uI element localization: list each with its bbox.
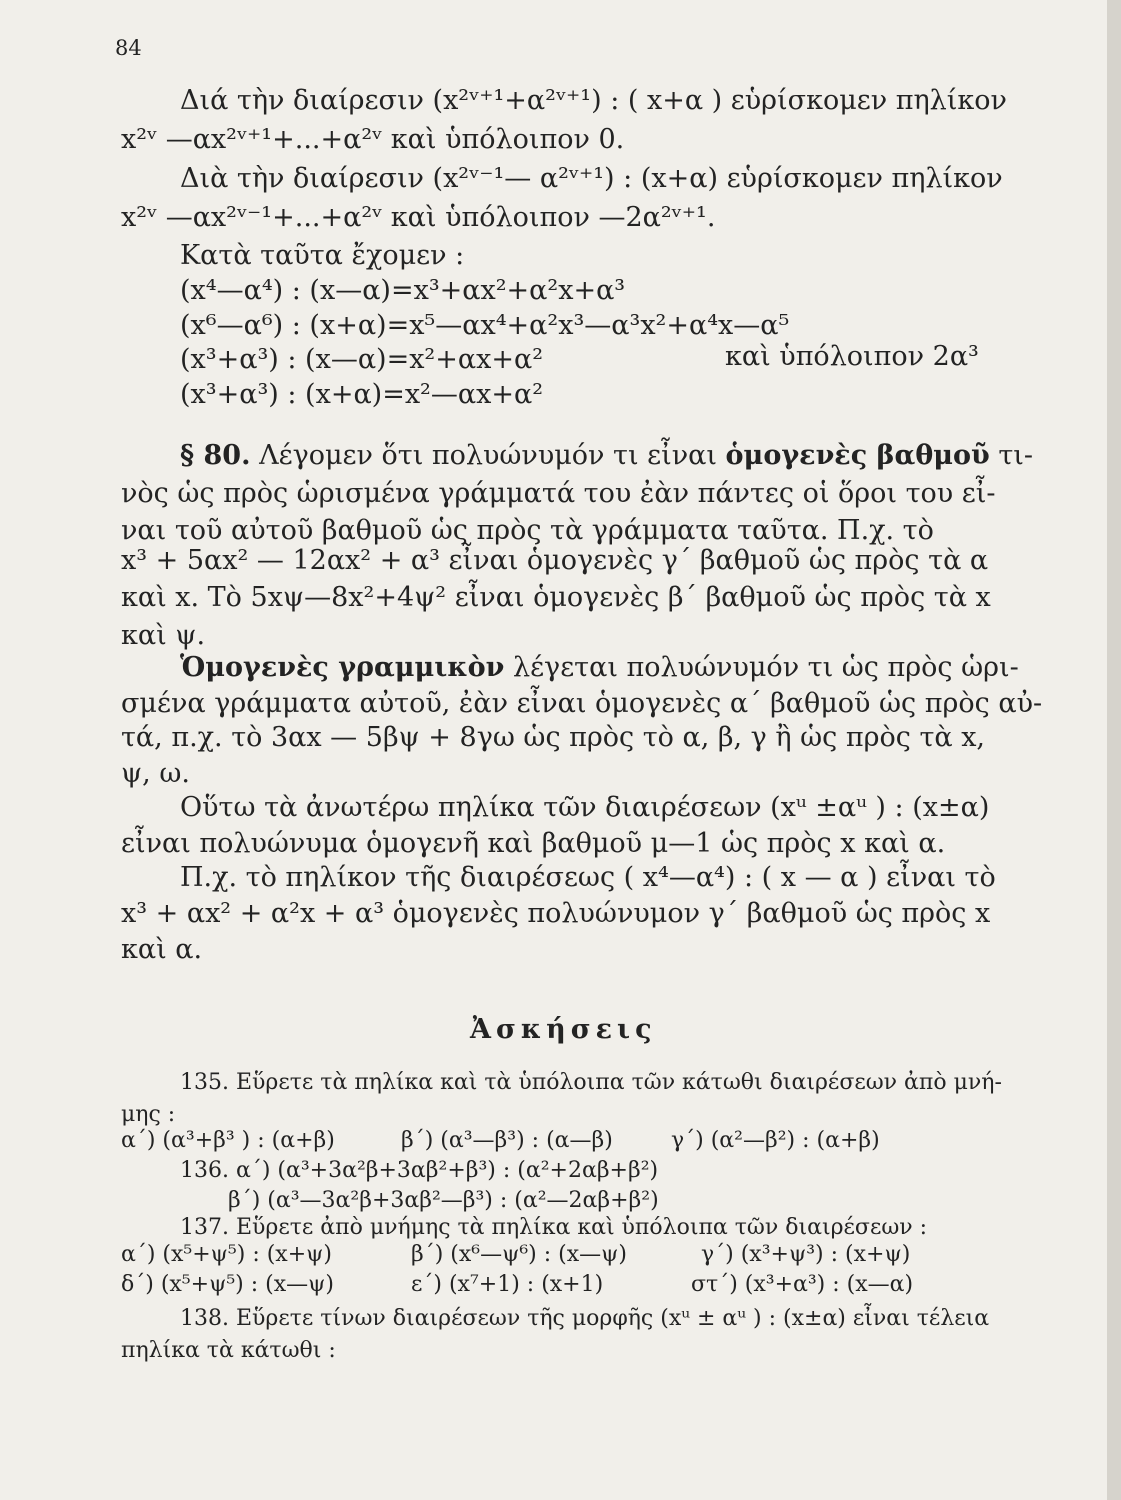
formula-line: (x⁶—α⁶) : (x+α)=x⁵—αx⁴+α²x³—α³x²+α⁴x—α⁵ [180,310,790,341]
text-line: ναι τοῦ αὐτοῦ βαθμοῦ ὡς πρὸς τὰ γράμματα ταῦτα. Π.χ. τὸ [121,515,934,546]
text-line: ψ, ω. [121,758,190,789]
text-line: Κατὰ ταῦτα ἔχομεν : [180,240,465,271]
text-line: σμένα γράμματα αὐτοῦ, ἐὰν εἶναι ὁμογενὲς α΄ βαθμοῦ ὡς πρὸς αὐ- [121,688,1043,719]
page-edge [1107,0,1121,1500]
text-line: Διά τὴν διαίρεσιν (x²ᵛ⁺¹+α²ᵛ⁺¹) : ( x+α ) εὑρίσκομεν πηλίκον [180,85,1007,116]
exercise-item: β΄) (x⁶—ψ⁶) : (x—ψ) [411,1242,627,1267]
exercise-item: στ΄) (x³+α³) : (x—α) [691,1272,914,1297]
exercise-item: α΄) (α³+β³ ) : (α+β) [121,1128,335,1153]
exercise-135: 135. Εὕρετε τὰ πηλίκα καὶ τὰ ὑπόλοιπα τῶν κάτωθι διαιρέσεων ἀπὸ μνή- [180,1070,1002,1095]
text-run: Λέγομεν ὅτι πολυώνυμόν τι εἶναι [259,440,717,471]
exercise-item: ε΄) (x⁷+1) : (x+1) [411,1272,604,1297]
remainder-note: καὶ ὑπόλοιπον 2α³ [725,341,979,372]
bold-term: ὁμογενὲς βαθμοῦ [725,440,990,471]
text-line: x³ + 5αx² — 12αx² + α³ εἶναι ὁμογενὲς γ΄ βαθμοῦ ὡς πρὸς τὰ α [121,545,989,576]
exercise-item: β΄) (α³—β³) : (α—β) [401,1128,613,1153]
exercise-item: γ΄) (x³+ψ³) : (x+ψ) [701,1242,911,1267]
text-run: λέγεται πολυώνυμόν τι ὡς πρὸς ὡρι- [512,652,1019,683]
text-line: καὶ ψ. [121,620,206,651]
text-line: νὸς ὡς πρὸς ὡρισμένα γράμματά του ἐὰν πάντες οἱ ὅροι του εἶ- [121,478,996,509]
text-line: x²ᵛ —αx²ᵛ⁻¹+...+α²ᵛ καὶ ὑπόλοιπον —2α²ᵛ⁺¹. [121,202,716,233]
exercise-item: α΄) (x⁵+ψ⁵) : (x+ψ) [121,1242,332,1267]
text-line: καὶ x. Τὸ 5xψ—8x²+4ψ² εἶναι ὁμογενὲς β΄ βαθμοῦ ὡς πρὸς τὰ x [121,582,991,613]
text-line: τά, π.χ. τὸ 3αx — 5βψ + 8γω ὡς πρὸς τὸ α, β, γ ἢ ὡς πρὸς τὰ x, [121,722,986,753]
bold-term: Ὁμογενὲς γραμμικὸν [180,652,505,683]
formula-line: (x⁴—α⁴) : (x—α)=x³+αx²+α²x+α³ [180,275,626,306]
text-line: Διὰ τὴν διαίρεσιν (x²ᵛ⁻¹— α²ᵛ⁺¹) : (x+α) εὑρίσκομεν πηλίκον [180,163,1003,194]
exercise-item: γ΄) (α²—β²) : (α+β) [671,1128,880,1153]
section-number: § 80. [180,440,251,471]
exercise-137: 137. Εὕρετε ἀπὸ μνήμης τὰ πηλίκα καὶ ὑπόλοιπα τῶν διαιρέσεων : [180,1215,928,1240]
text-line: x³ + αx² + α²x + α³ ὁμογενὲς πολυώνυμον γ΄ βαθμοῦ ὡς πρὸς x [121,898,991,929]
text-run: τι- [998,440,1034,471]
exercise-text: β΄) (α³—3α²β+3αβ²—β³) : (α²—2αβ+β²) [228,1188,659,1213]
exercise-text: μης : [121,1102,176,1127]
exercises-heading: Ἀσκήσεις [470,1014,657,1045]
formula-line: (x³+α³) : (x+α)=x²—αx+α² [180,379,544,410]
text-line: εἶναι πολυώνυμα ὁμογενῆ καὶ βαθμοῦ μ—1 ὡς πρὸς x καὶ α. [121,828,946,859]
text-line: Π.χ. τὸ πηλίκον τῆς διαιρέσεως ( x⁴—α⁴) : ( x — α ) εἶναι τὸ [180,862,996,893]
section-paragraph-start [180,440,1033,471]
text-line: x²ᵛ —αx²ᵛ⁺¹+...+α²ᵛ καὶ ὑπόλοιπον 0. [121,124,625,155]
text-line: Οὕτω τὰ ἀνωτέρω πηλίκα τῶν διαιρέσεων (xᵘ ±αᵘ ) : (x±α) [180,792,990,823]
exercise-138: 138. Εὕρετε τίνων διαιρέσεων τῆς μορφῆς (xᵘ ± αᵘ ) : (x±α) εἶναι τέλεια [180,1306,990,1331]
exercise-text: πηλίκα τὰ κάτωθι : [121,1338,336,1363]
definition-paragraph-start [180,652,1019,683]
exercise-136: 136. α΄) (α³+3α²β+3αβ²+β³) : (α²+2αβ+β²) [180,1158,659,1183]
text-line: καὶ α. [121,934,203,965]
exercise-item: δ΄) (x⁵+ψ⁵) : (x—ψ) [121,1272,334,1297]
page-number: 84 [115,36,142,60]
formula-line: (x³+α³) : (x—α)=x²+αx+α² [180,344,544,375]
